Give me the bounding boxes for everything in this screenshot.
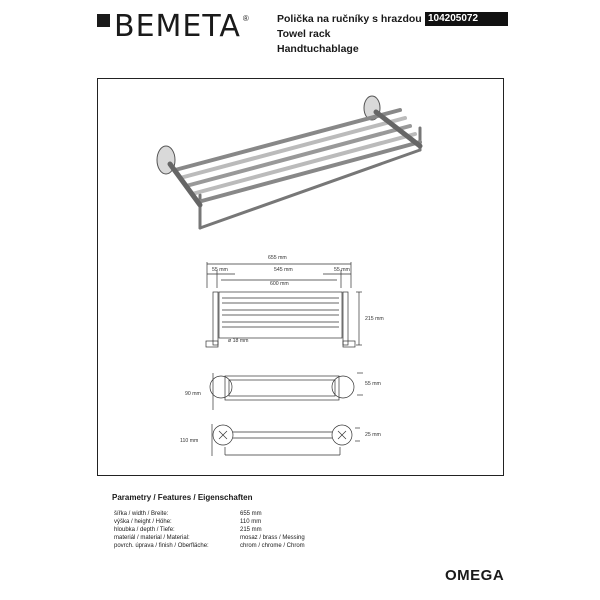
product-illustration: [157, 96, 420, 228]
param-label-height: výška / height / Höhe:: [114, 519, 172, 525]
title-english: Towel rack: [277, 28, 331, 40]
top-view: [210, 373, 363, 410]
param-label-width: šířka / width / Breite:: [114, 511, 169, 517]
registered-mark: ®: [242, 14, 249, 23]
dim-left-offset: 55 mm: [212, 267, 228, 273]
dim-center-span: 545 mm: [274, 267, 293, 273]
dim-overall-width: 655 mm: [268, 255, 287, 261]
product-code: 104205072: [425, 12, 508, 26]
param-value-depth: 215 mm: [240, 527, 262, 533]
param-value-finish: chrom / chrome / Chrom: [240, 543, 305, 549]
title-german: Handtuchablage: [277, 43, 359, 55]
dim-top-left: 90 mm: [185, 391, 201, 397]
parameters-title: Parametry / Features / Eigenschaften: [112, 493, 253, 502]
param-label-depth: hloubka / depth / Tiefe:: [114, 527, 175, 533]
brand-name: BEMETA: [114, 9, 241, 44]
dim-inner-width: 600 mm: [270, 281, 289, 287]
param-value-width: 655 mm: [240, 511, 262, 517]
bar-1: [175, 110, 400, 170]
dim-height: 215 mm: [365, 316, 384, 322]
param-label-finish: povrch. úprava / finish / Oberfläche:: [114, 543, 209, 549]
title-czech: Polička na ručníky s hrazdou: [277, 13, 422, 25]
dim-diameter: ø 18 mm: [228, 338, 249, 344]
dim-top-right: 55 mm: [365, 381, 381, 387]
dim-front-right: 25 mm: [365, 432, 381, 438]
param-label-material: materiál / material / Material:: [114, 535, 190, 541]
side-view: [212, 424, 360, 456]
param-value-height: 110 mm: [240, 519, 262, 525]
param-value-material: mosaz / brass / Messing: [240, 535, 305, 541]
dim-right-offset: 55 mm: [334, 267, 350, 273]
series-name: OMEGA: [445, 567, 505, 584]
front-view: [206, 262, 362, 347]
dim-front-left: 110 mm: [180, 438, 199, 444]
